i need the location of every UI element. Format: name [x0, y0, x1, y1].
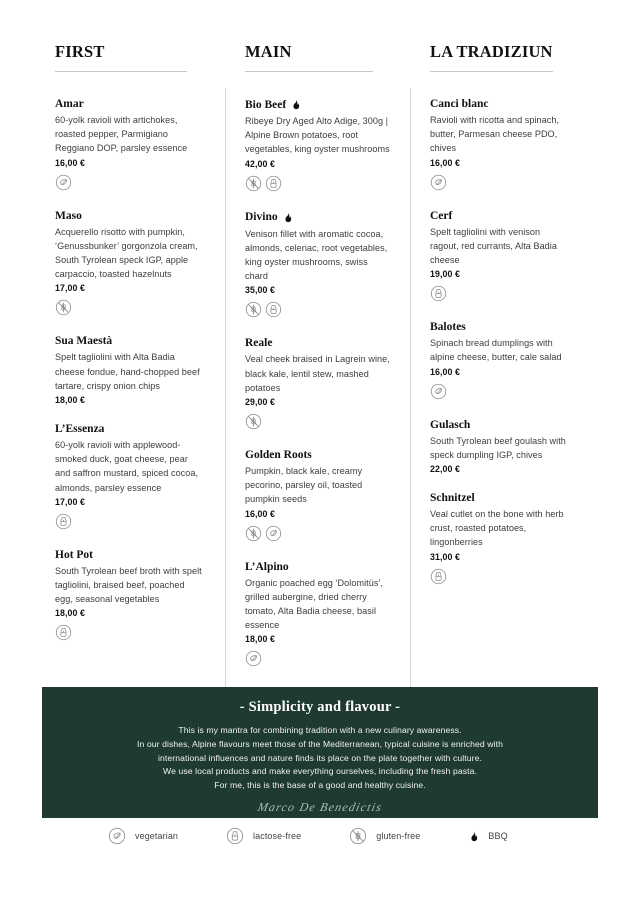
dish-name: [245, 337, 390, 349]
dish-price: 17,00 €: [55, 283, 86, 294]
lactose-free-icon: [55, 513, 72, 530]
gluten-free-icon: [245, 525, 262, 542]
dish-item[interactable]: [245, 449, 390, 543]
gluten-free-icon: [245, 413, 262, 430]
vegetarian-icon: [55, 174, 72, 191]
gluten-free-icon: [55, 299, 72, 316]
dish-description: Veal cheek braised in Lagrein wine, black kale, lentil stew, mashed potatoes: [245, 354, 390, 393]
dish-description: South Tyrolean beef broth with spelt tagliolini, braised beef, poached egg, seasonal vegetables: [55, 565, 202, 605]
quote-title: - Simplicity and flavour -: [239, 699, 401, 715]
dish-description: Ravioli with ricotta and spinach, butter, Parmesan cheese PDO, chives: [430, 115, 560, 154]
dish-price: 18,00 €: [245, 634, 276, 645]
dish-list: [430, 98, 570, 586]
quote-line: This is my mantra for combining tradition with a new culinary awareness.: [178, 725, 462, 735]
legend-label: vegetarian: [135, 831, 179, 841]
dish-name: [55, 210, 205, 222]
lactose-free-icon: [265, 301, 282, 318]
dish-name: [55, 549, 205, 561]
menu-column-la-tradiziun: [410, 42, 590, 686]
dish-diet-icons: [430, 567, 570, 586]
lactose-free-icon: [265, 175, 282, 192]
dish-name: [430, 210, 570, 222]
lactose-free-icon: [55, 624, 72, 641]
quote-line: international influences and nature finds its place on the plate together with culture.: [157, 752, 482, 763]
dish-name-text: Bio Beef: [245, 98, 287, 111]
dish-description: Spelt tagliolini with venison ragout, red currants, Alta Badia cheese: [430, 226, 557, 266]
dish-name-text: L’Essenza: [55, 423, 105, 436]
dish-item[interactable]: [430, 419, 570, 474]
dish-price: 17,00 €: [55, 496, 86, 507]
menu-column-first: [55, 42, 225, 686]
dish-diet-icons: [430, 284, 570, 303]
legend-label: lactose-free: [253, 831, 302, 841]
dish-price: 16,00 €: [430, 157, 461, 168]
dish-name-text: Canci blanc: [430, 98, 489, 110]
dish-name: [55, 98, 205, 110]
quote-lines: [42, 724, 598, 793]
dish-description: Venison fillet with aromatic cocoa, almonds, celeriac, root vegetables, king oyster mushrooms, swiss chard: [245, 228, 388, 282]
gluten-free-icon: [245, 301, 262, 318]
dish-price: 31,00 €: [430, 551, 461, 562]
dish-price: 22,00 €: [430, 464, 461, 475]
dish-price: 18,00 €: [55, 395, 86, 406]
dish-name: [245, 98, 390, 111]
dish-price: 16,00 €: [430, 366, 461, 377]
dish-diet-icons: [55, 623, 205, 642]
dish-name-text: Divino: [245, 211, 278, 224]
dish-list: [245, 98, 390, 668]
dish-name: [55, 423, 205, 435]
dish-name: [430, 321, 570, 333]
dish-name: [245, 211, 390, 224]
column-title-rule: [430, 71, 553, 72]
dish-name: [245, 449, 390, 461]
dish-name: [430, 419, 570, 431]
dish-description: Ribeye Dry Aged Alto Adige, 300g | Alpine Brown potatoes, root vegetables, king oyster mushrooms: [245, 116, 390, 155]
legend-label: BBQ: [488, 831, 508, 841]
chef-quote-box: [42, 687, 598, 818]
legend-item-lactose-free: [226, 827, 301, 845]
dish-diet-icons: [245, 174, 390, 193]
quote-line: We use local products and make everything ourselves, including the fresh pasta.: [163, 766, 477, 777]
vegetarian-icon: [430, 174, 447, 191]
quote-line: For me, this is the base of a good and healthy cuisine.: [214, 780, 426, 791]
column-title: MAIN: [245, 42, 292, 61]
dish-diet-icons: [245, 412, 390, 431]
dish-item[interactable]: [430, 321, 570, 400]
dish-item[interactable]: [430, 98, 570, 192]
dish-item[interactable]: [55, 423, 205, 531]
dish-name-text: Schnitzel: [430, 492, 475, 505]
column-title-rule: [245, 71, 373, 72]
dish-description: Pumpkin, black kale, creamy pecorino, parsley oil, toasted pumpkin seeds: [245, 466, 363, 505]
column-title: LA TRADIZIUN: [430, 42, 553, 61]
dish-name-text: Sua Maestà: [55, 335, 113, 348]
dish-name-text: Reale: [245, 337, 273, 350]
dish-diet-icons: [55, 298, 205, 317]
gluten-free-icon: [245, 175, 262, 192]
dish-price: 42,00 €: [245, 158, 276, 169]
bbq-icon: [290, 98, 301, 111]
dish-item[interactable]: [430, 492, 570, 586]
dish-item[interactable]: [430, 210, 570, 304]
dish-diet-icons: [55, 512, 205, 531]
dish-name-text: Golden Roots: [245, 449, 312, 462]
bbq-icon: [468, 830, 479, 843]
vegetarian-icon: [245, 650, 262, 667]
dish-name: [430, 98, 570, 110]
vegetarian-icon: [108, 827, 126, 845]
dish-description: Acquerello risotto with pumpkin, ‘Genussbunker’ gorgonzola cream, South Tyrolean speck IGP, apple carpaccio, toasted hazelnuts: [55, 226, 198, 280]
menu-columns: [55, 42, 590, 686]
dish-item[interactable]: [245, 211, 390, 320]
dish-price: 29,00 €: [245, 397, 276, 408]
dish-name: [55, 335, 205, 347]
dish-description: Organic poached egg ‘Dolomitüs’, grilled aubergine, dried cherry tomato, Alta Badia cheese, basil essence: [245, 577, 384, 631]
dish-price: 19,00 €: [430, 269, 461, 280]
lactose-free-icon: [226, 827, 244, 845]
dish-item[interactable]: [245, 98, 390, 193]
dish-diet-icons: [430, 382, 570, 401]
vegetarian-icon: [430, 383, 447, 400]
lactose-free-icon: [430, 285, 447, 302]
dish-name: [245, 561, 390, 573]
legend-item-bbq: [468, 830, 507, 843]
dish-description: Spelt tagliolini with Alta Badia cheese fondue, hand-chopped beef tartare, crispy onion chips: [55, 352, 200, 391]
legend-item-gluten-free: [349, 827, 420, 845]
column-title-rule: [55, 71, 187, 72]
dish-price: 16,00 €: [55, 157, 86, 168]
dish-description: 60-yolk ravioli with applewood-smoked duck, goat cheese, pear and saffron mustard, spiced cocoa, almonds, parsley essence: [55, 440, 199, 493]
dish-price: 35,00 €: [245, 285, 276, 296]
chef-signature: Marco De Benedictis: [256, 799, 384, 814]
menu-column-main: [225, 42, 410, 686]
dish-name-text: Cerf: [430, 209, 453, 222]
gluten-free-icon: [349, 827, 367, 845]
dish-diet-icons: [245, 524, 390, 543]
dish-item[interactable]: [55, 335, 205, 405]
dish-name-text: Hot Pot: [55, 548, 94, 561]
lactose-free-icon: [430, 568, 447, 585]
dish-list: [55, 98, 205, 642]
dish-diet-icons: [245, 300, 390, 319]
dish-item[interactable]: [55, 98, 205, 192]
dish-item[interactable]: [55, 210, 205, 318]
column-title: FIRST: [55, 42, 105, 61]
quote-line: In our dishes, Alpine flavours meet those of the Mediterranean, typical cuisine is enriched with: [137, 738, 503, 749]
dish-name-text: L’Alpino: [245, 560, 289, 573]
dish-item[interactable]: [245, 337, 390, 431]
dish-item[interactable]: [55, 549, 205, 643]
dish-description: South Tyrolean beef goulash with speck dumpling IGP, chives: [430, 435, 566, 460]
dish-name-text: Balotes: [430, 321, 466, 334]
dish-price: 16,00 €: [245, 508, 276, 519]
vegetarian-icon: [265, 525, 282, 542]
legend-item-vegetarian: [108, 827, 178, 845]
dish-diet-icons: [430, 173, 570, 192]
dish-diet-icons: [245, 649, 390, 668]
bbq-icon: [282, 211, 293, 224]
dish-price: 18,00 €: [55, 608, 86, 619]
legend-label: gluten-free: [376, 831, 421, 841]
dish-diet-icons: [55, 173, 205, 192]
dish-name-text: Gulasch: [430, 418, 471, 431]
dish-description: 60-yolk ravioli with artichokes, roasted pepper, Parmigiano Reggiano DOP, parsley essence: [55, 115, 188, 154]
dish-item[interactable]: [245, 561, 390, 669]
dish-description: Veal cutlet on the bone with herb crust, roasted potatoes, lingonberries: [430, 509, 564, 548]
dish-name-text: Amar: [55, 98, 84, 110]
dish-name: [430, 492, 570, 504]
allergen-legend: [42, 827, 598, 845]
dish-name-text: Maso: [55, 209, 82, 222]
dish-description: Spinach bread dumplings with alpine cheese, butter, cale salad: [430, 338, 562, 363]
